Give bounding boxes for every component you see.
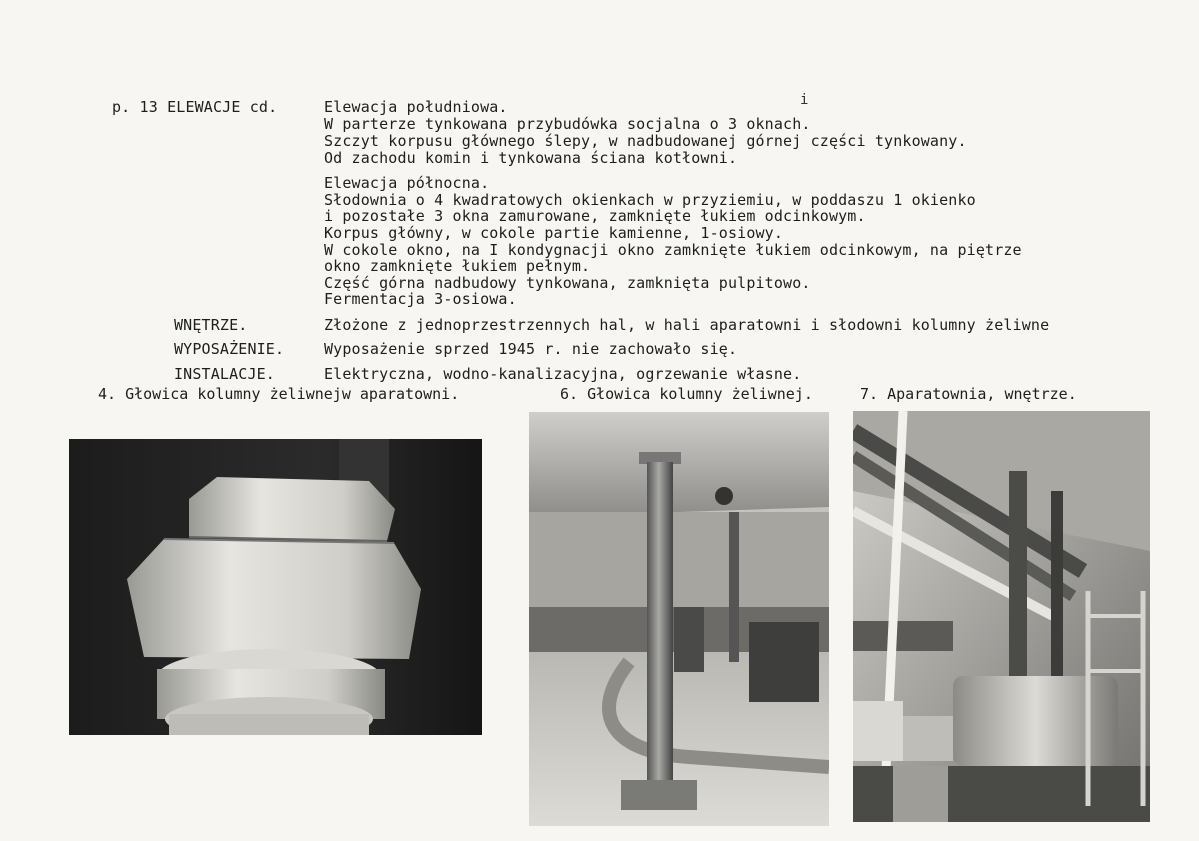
- photo-caption-6: 6. Głowica kolumny żeliwnej.: [560, 385, 813, 403]
- hall-column-photo: [529, 412, 829, 826]
- column-capital-photo: [69, 439, 482, 735]
- interior-label: WNĘTRZE.: [174, 316, 248, 334]
- north-line-5: W cokole okno, na I kondygnacji okno zamknięte łukiem odcinkowym, na piętrze: [324, 241, 1022, 259]
- north-line-7: Część górna nadbudowy tynkowana, zamknięta pulpitowo.: [324, 274, 811, 292]
- equipment-label: WYPOSAŻENIE.: [174, 340, 285, 358]
- north-line-8: Fermentacja 3-osiowa.: [324, 290, 517, 308]
- equipment-text: Wyposażenie sprzed 1945 r. nie zachowało się.: [324, 340, 738, 358]
- apparatus-room-photo: [853, 411, 1150, 822]
- photo-caption-4: 4. Głowica kolumny żeliwnejw aparatowni.: [98, 385, 460, 403]
- south-line-1: Elewacja południowa.: [324, 98, 508, 116]
- photo-caption-7: 7. Aparatownia, wnętrze.: [860, 385, 1077, 403]
- south-line-4: Od zachodu komin i tynkowana ściana kotłowni.: [324, 149, 738, 167]
- interior-text: Złożone z jednoprzestrzennych hal, w hali aparatowni i słodowni kolumny żeliwne: [324, 316, 1050, 334]
- south-line-3: Szczyt korpusu głównego ślepy, w nadbudowanej górnej części tynkowany.: [324, 132, 967, 150]
- section-label: p. 13 ELEWACJE cd.: [112, 98, 278, 116]
- installations-label: INSTALACJE.: [174, 365, 275, 383]
- north-line-2: Słodownia o 4 kwadratowych okienkach w przyziemiu, w poddaszu 1 okienko: [324, 191, 976, 209]
- north-line-1: Elewacja północna.: [324, 174, 490, 192]
- north-line-6: okno zamknięte łukiem pełnym.: [324, 257, 591, 275]
- south-line-2: W parterze tynkowana przybudówka socjalna o 3 oknach.: [324, 115, 811, 133]
- installations-text: Elektryczna, wodno-kanalizacyjna, ogrzewanie własne.: [324, 365, 802, 383]
- north-line-4: Korpus główny, w cokole partie kamienne, 1-osiowy.: [324, 224, 784, 242]
- north-line-3: i pozostałe 3 okna zamurowane, zamknięte łukiem odcinkowym.: [324, 207, 866, 225]
- margin-mark: i: [800, 92, 809, 108]
